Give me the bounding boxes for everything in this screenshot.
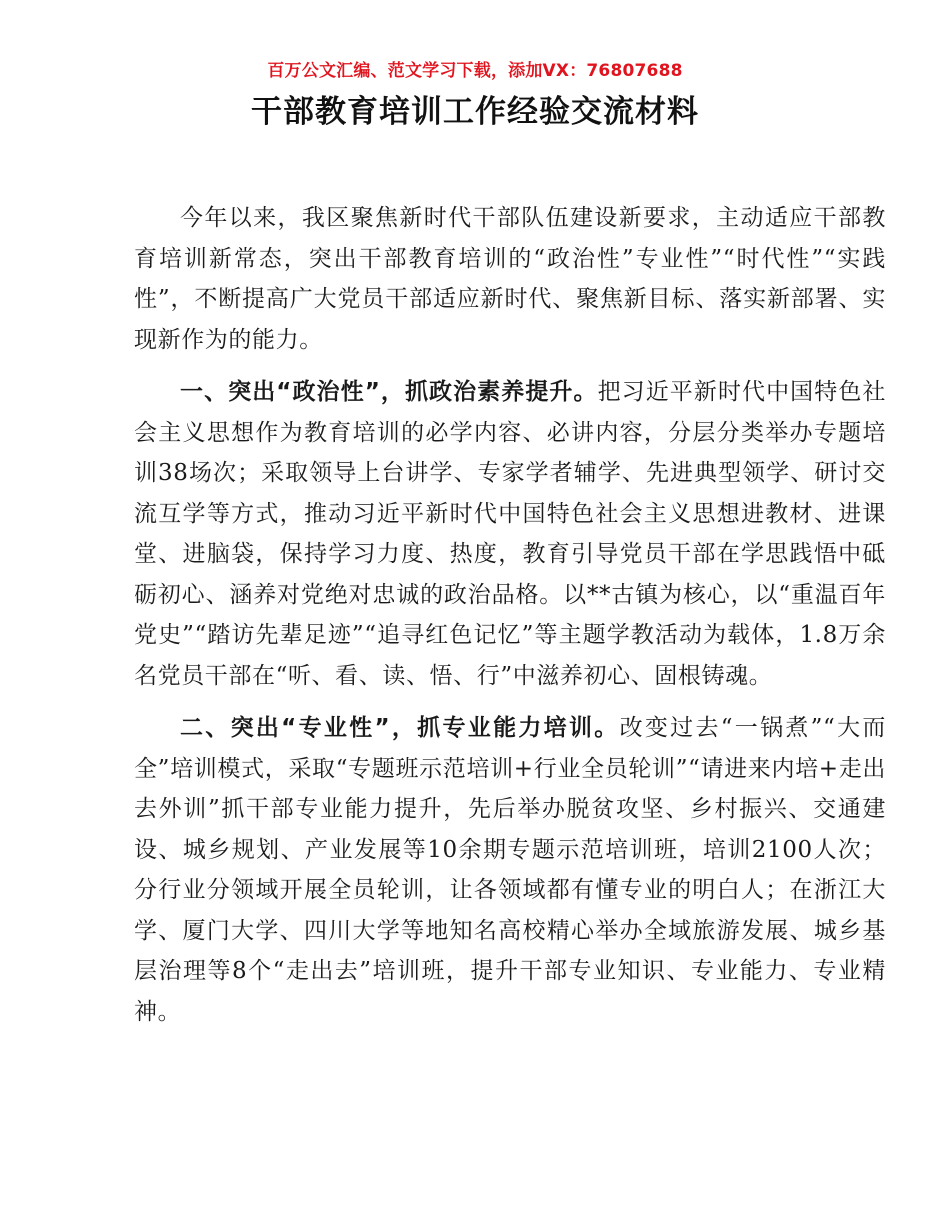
- intro-paragraph: 今年以来，我区聚焦新时代干部队伍建设新要求，主动适应干部教育培训新常态，突出干部教育培训的“政治性”专业性”“时代性”“实践性”，不断提高广大党员干部适应新时代、聚焦新目标、落实新部署、实现新作为的能力。: [134, 205, 886, 353]
- section-1-heading: 一、突出“政治性”，抓政治素养提升。: [180, 379, 598, 405]
- watermark-banner: 百万公文汇编、范文学习下载，添加VX：76807688: [267, 61, 683, 81]
- document-body: [134, 198, 886, 1044]
- section-2-paragraph: [134, 708, 886, 1032]
- document-title: 干部教育培训工作经验交流材料: [251, 94, 699, 130]
- section-2-heading: 二、突出“专业性”，抓专业能力培训。: [180, 715, 620, 741]
- section-2-text: 改变过去“一锅煮”“大而全”培训模式，采取“专题班示范培训+行业全员轮训”“请进来内培+走出去外训”抓干部专业能力提升，先后举办脱贫攻坚、乡村振兴、交通建设、城乡规划、产业发展等10余期专题示范培训班，培训2100人次；分行业分领域开展全员轮训，让各领域都有懂专业的明白人；在浙江大学、厦门大学、四川大学等地知名高校精心举办全域旅游发展、城乡基层治理等8个“走出去”培训班，提升干部专业知识、专业能力、专业精神。: [134, 715, 886, 1025]
- section-1-text: 把习近平新时代中国特色社会主义思想作为教育培训的必学内容、必讲内容，分层分类举办专题培训38场次；采取领导上台讲学、专家学者辅学、先进典型领学、研讨交流互学等方式，推动习近平新时代中国特色社会主义思想进教材、进课堂、进脑袋，保持学习力度、热度，教育引导党员干部在学思践悟中砥砺初心、涵养对党绝对忠诚的政治品格。以**古镇为核心，以“重温百年党史”“踏访先辈足迹”“追寻红色记忆”等主题学教活动为载体，1.8万余名党员干部在“听、看、读、悟、行”中滋养初心、固根铸魂。: [134, 379, 886, 689]
- section-1-paragraph: [134, 372, 886, 696]
